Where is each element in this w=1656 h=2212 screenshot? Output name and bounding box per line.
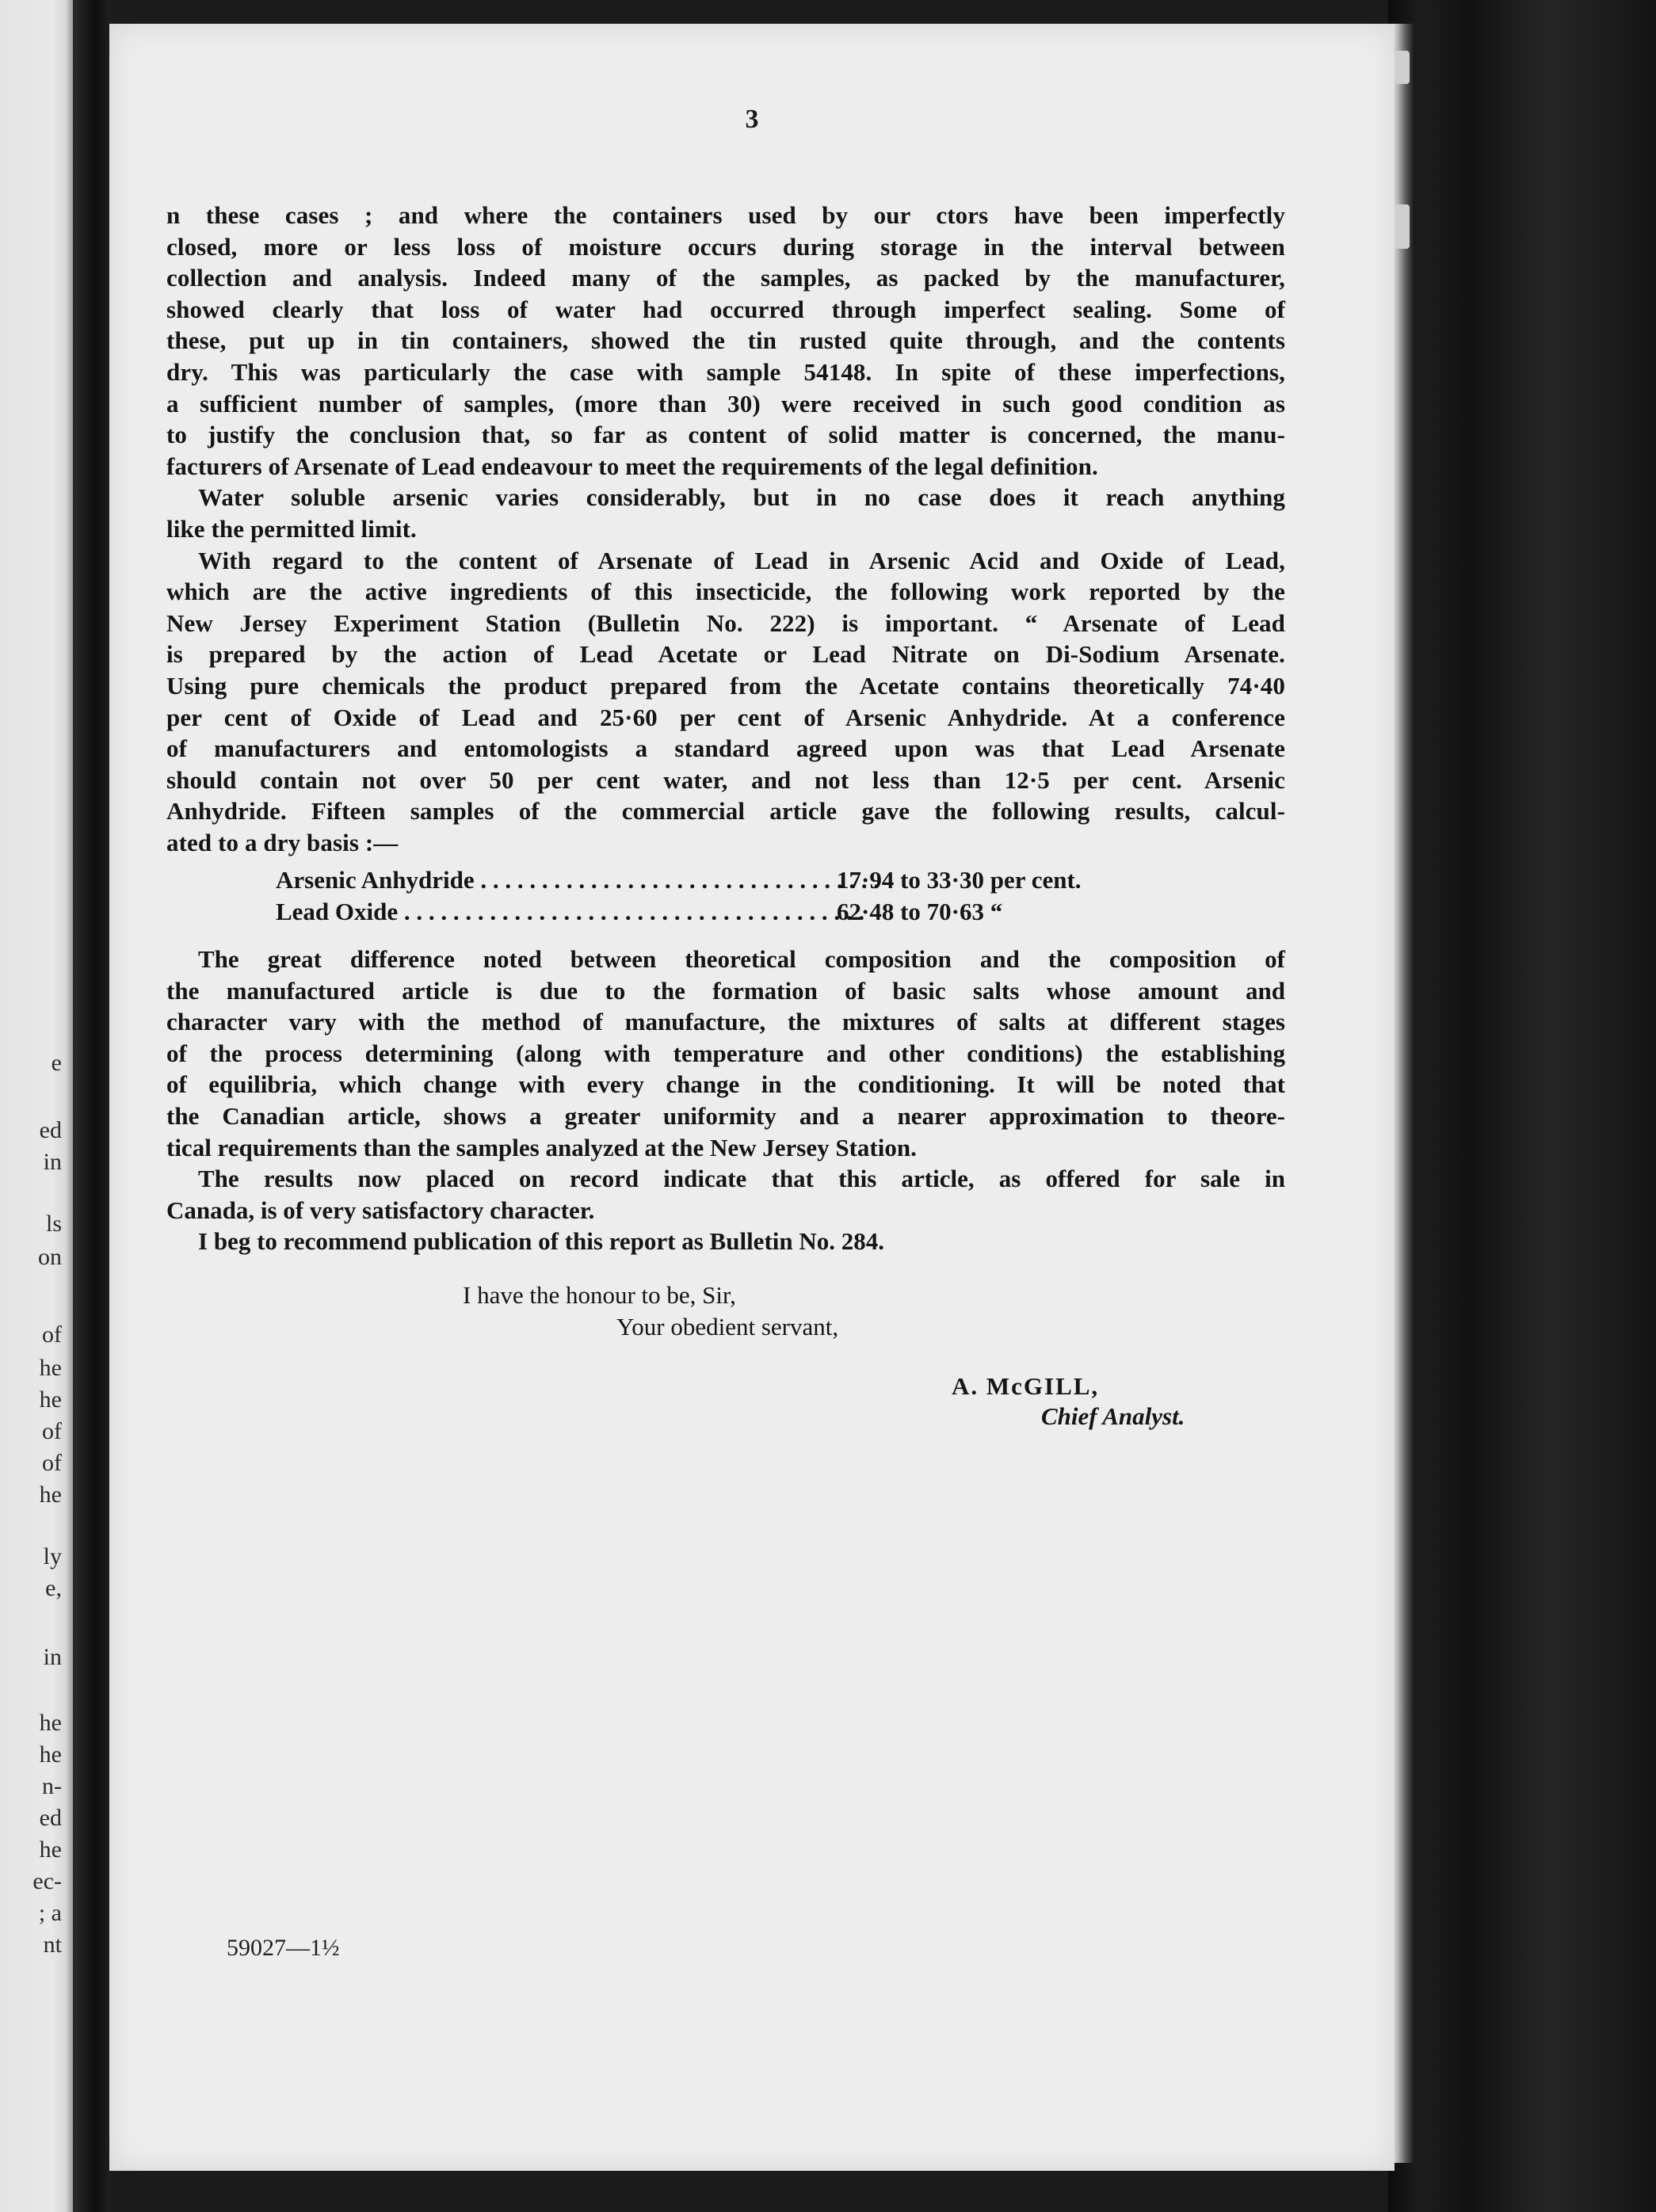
page-number: 3	[745, 105, 759, 134]
results-label: Arsenic Anhydride . . . . . . . . . . . . . . . . . . . . . . . . . . . . . . . . .	[276, 866, 880, 894]
text-line: which are the active ingredients of this insecticide, the following work reported by the	[166, 578, 1285, 606]
text-line: ated to a dry basis :—	[166, 828, 399, 856]
text-line: character vary with the method of manufacture, the mixtures of salts at different stages	[166, 1008, 1285, 1036]
text-line: showed clearly that loss of water had occurred through imperfect sealing. Some of	[166, 295, 1285, 323]
results-value: 17·94 to 33·30 per cent.	[837, 866, 1082, 894]
text-line: these, put up in tin containers, showed the tin rusted quite through, and the contents	[166, 326, 1285, 355]
results-value: 62·48 to 70·63 “	[837, 898, 1003, 925]
adjacent-page-sliver	[0, 0, 73, 2212]
text-line: is prepared by the action of Lead Acetate or Lead Nitrate on Di-Sodium Arsenate.	[166, 640, 1285, 669]
adjacent-page-fragment: of	[42, 1450, 62, 1476]
adjacent-page-fragment: in	[43, 1149, 62, 1175]
text-line: The great difference noted between theoretical composition and the composition of	[198, 945, 1285, 973]
adjacent-page-fragment: he	[39, 1836, 62, 1863]
text-line: I beg to recommend publication of this report as Bulletin No. 284.	[198, 1227, 885, 1256]
adjacent-page-fragment: in	[43, 1644, 62, 1670]
adjacent-page-fragment: n-	[42, 1773, 62, 1799]
closing-salutation: I have the honour to be, Sir,	[463, 1281, 736, 1309]
printer-code: 59027—1½	[227, 1935, 340, 1961]
text-line: collection and analysis. Indeed many of the samples, as packed by the manufacturer,	[166, 264, 1285, 292]
main-text-upper	[166, 200, 1285, 858]
text-line: the Canadian article, shows a greater uniformity and a nearer approximation to theore-	[166, 1101, 1285, 1130]
text-line: With regard to the content of Arsenate of Lead in Arsenic Acid and Oxide of Lead,	[198, 546, 1285, 574]
results-label: Lead Oxide . . . . . . . . . . . . . . . . . . . . . . . . . . . . . . . . . . . . . .	[276, 898, 865, 925]
closing-servant: Your obedient servant,	[616, 1313, 839, 1341]
document-page	[109, 24, 1395, 2171]
text-line: Using pure chemicals the product prepared from the Acetate contains theoretically 74·40	[166, 671, 1285, 700]
adjacent-page-fragment: ed	[39, 1117, 62, 1143]
adjacent-page-fragment: ; a	[38, 1900, 62, 1926]
text-line: a sufficient number of samples, (more than 30) were received in such good condition as	[166, 389, 1285, 418]
results-row	[276, 898, 1227, 929]
adjacent-page-fragment: nt	[43, 1932, 62, 1958]
text-line: like the permitted limit.	[166, 514, 417, 543]
adjacent-page-fragment: of	[42, 1418, 62, 1444]
text-line: New Jersey Experiment Station (Bulletin No. 222) is important. “ Arsenate of Lead	[166, 608, 1285, 637]
text-line: dry. This was particularly the case with sample 54148. In spite of these imperfections,	[166, 357, 1285, 386]
text-line: of the process determining (along with temperature and other conditions) the establishing	[166, 1039, 1285, 1067]
adjacent-page-fragment: he	[39, 1741, 62, 1768]
text-line: n these cases ; and where the containers used by our ctors have been imperfectly	[166, 201, 1285, 229]
adjacent-page-fragment: he	[39, 1482, 62, 1508]
adjacent-page-fragment: ec-	[32, 1868, 62, 1894]
adjacent-page-fragment: he	[39, 1386, 62, 1413]
text-line: should contain not over 50 per cent water, and not less than 12·5 per cent. Arsenic	[166, 765, 1285, 794]
text-line: of equilibria, which change with every change in the conditioning. It will be noted that	[166, 1070, 1285, 1099]
text-line: of manufacturers and entomologists a standard agreed upon was that Lead Arsenate	[166, 734, 1285, 763]
results-row	[276, 866, 1227, 898]
results-table	[276, 866, 1227, 929]
binding-tape-mark	[1392, 51, 1410, 84]
text-line: Water soluble arsenic varies considerably, but in no case does it reach anything	[198, 483, 1285, 512]
adjacent-page-fragment: ed	[39, 1805, 62, 1831]
text-line: Canada, is of very satisfactory character.	[166, 1196, 595, 1224]
text-line: The results now placed on record indicate that this article, as offered for sale in	[198, 1165, 1285, 1193]
right-binding	[1388, 0, 1656, 2212]
main-text-lower	[166, 944, 1285, 1257]
left-gutter-shadow	[73, 0, 111, 2212]
signatory-title: Chief Analyst.	[1041, 1402, 1185, 1430]
text-line: per cent of Oxide of Lead and 25·60 per cent of Arsenic Anhydride. At a conference	[166, 703, 1285, 731]
adjacent-page-fragment: e	[51, 1050, 62, 1076]
binding-tape-mark	[1392, 204, 1410, 249]
text-line: the manufactured article is due to the formation of basic salts whose amount and	[166, 976, 1285, 1005]
adjacent-page-fragment: of	[42, 1321, 62, 1348]
adjacent-page-fragment: on	[38, 1244, 62, 1270]
text-line: to justify the conclusion that, so far as content of solid matter is concerned, the manu-	[166, 421, 1285, 449]
text-line: facturers of Arsenate of Lead endeavour to meet the requirements of the legal definition.	[166, 452, 1098, 480]
adjacent-page-fragment: ls	[45, 1211, 62, 1237]
adjacent-page-fragment: he	[39, 1355, 62, 1381]
signatory-name: A. McGILL,	[952, 1372, 1100, 1400]
adjacent-page-fragment: he	[39, 1710, 62, 1736]
adjacent-page-fragment: ly	[43, 1543, 62, 1569]
text-line: closed, more or less loss of moisture occurs during storage in the interval between	[166, 232, 1285, 261]
text-line: Anhydride. Fifteen samples of the commercial article gave the following results, calcul-	[166, 797, 1285, 826]
text-line: tical requirements than the samples analyzed at the New Jersey Station.	[166, 1133, 917, 1161]
adjacent-page-fragment: e,	[45, 1575, 62, 1601]
